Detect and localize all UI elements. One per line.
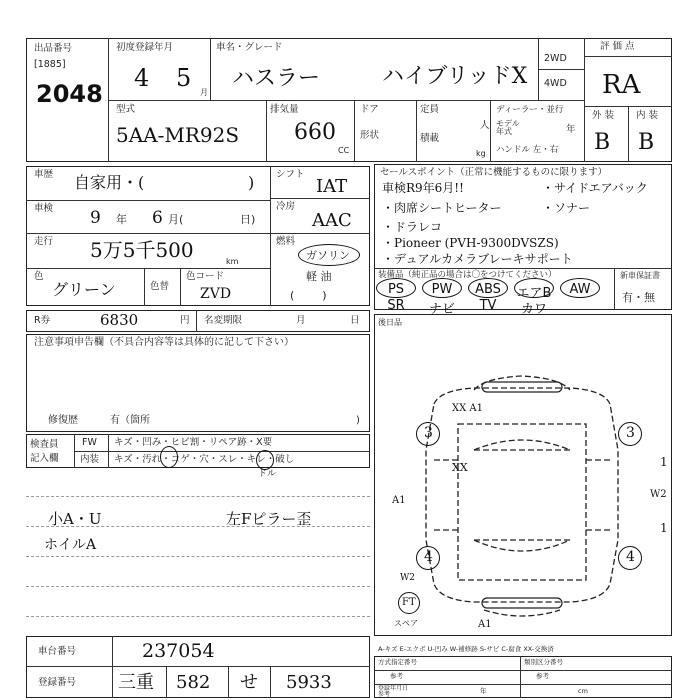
first-reg-month-unit: 月: [200, 88, 208, 97]
handle-label: ハンドル 左・右: [496, 145, 559, 155]
shift-label: シフト: [276, 169, 305, 180]
mileage-value: 5万5千500: [90, 238, 194, 262]
selling-label: セールスポイント（正常に機能するものに限ります）: [380, 167, 608, 178]
plate-class: 582: [176, 672, 211, 693]
footer-r1b: 類別区分番号: [524, 658, 563, 666]
ac-label: 冷房: [276, 201, 296, 212]
capacity-label: 定員: [420, 104, 440, 115]
fw-items: キズ・凹み・ヒビ割・リペア跡・X要: [114, 437, 273, 448]
shift-value: IAT: [316, 176, 348, 197]
history-label: 車歴: [34, 169, 54, 180]
mark-circle-2: [256, 450, 274, 470]
footer-r3a: 登録年月日 参考: [378, 685, 409, 698]
first-reg-month: 5: [176, 64, 192, 92]
mileage-label: 走行: [34, 236, 54, 247]
grade-score: RA: [602, 70, 641, 100]
footer-r3b: 年: [480, 687, 487, 695]
int-items: キズ・汚れ・コゲ・穴・スレ・キレ・破し: [114, 454, 295, 465]
equipment-circle-2: [468, 278, 508, 298]
drive-4wd: 4WD: [544, 78, 567, 89]
displacement-value: 660: [294, 120, 336, 145]
dealer-label: ディーラー・並行: [496, 105, 564, 115]
equipment-row1-item-3: エアB: [516, 286, 552, 301]
comment-2: ホイルA: [44, 537, 97, 553]
model-grade: ハイブリッドX: [382, 64, 528, 89]
color-code-label: 色コード: [186, 271, 225, 282]
shape-label: 形状: [360, 130, 380, 141]
deadline-month: 月: [296, 315, 306, 326]
equipment-circle-3: [514, 278, 554, 298]
model-label: 車名・グレード: [216, 42, 283, 53]
first-reg-year: 4: [134, 64, 150, 92]
equipment-row2-item-1: ナビ: [428, 302, 455, 317]
year-unit: 年: [566, 124, 576, 135]
equipment-circle-0: [376, 278, 416, 298]
ac-value: AAC: [312, 210, 352, 231]
type-value: 5AA-MR92S: [116, 123, 240, 147]
comment-3: 左Fピラー歪: [226, 510, 312, 528]
displacement-unit: CC: [338, 146, 350, 155]
color-code: ZVD: [200, 286, 232, 302]
ext-grade: B: [594, 130, 611, 155]
chassis-label: 車台番号: [38, 646, 77, 657]
mark-rear-w2: W2: [400, 573, 415, 583]
equipment-circle-4: [560, 278, 600, 298]
lot-number: 2048: [36, 80, 103, 108]
new-cert-value: 有・無: [622, 291, 655, 304]
mark-right-2: 1: [660, 521, 668, 535]
plate-num: 5933: [286, 672, 332, 693]
inspection-month-unit: 月(: [168, 213, 184, 226]
grade-eval-label: 評 価 点: [600, 41, 635, 52]
inspector-label: 検査員 記入欄: [30, 439, 59, 464]
displacement-label: 排気量: [270, 104, 299, 115]
repair-close: ): [356, 415, 360, 426]
fuel-paren: ( ): [290, 289, 327, 302]
remarks-label: 後日品: [378, 318, 402, 327]
fuel-alt: 軽 油: [306, 270, 332, 283]
mark-front: XX A1: [452, 403, 484, 414]
sp-item-4: ・ソナー: [542, 201, 591, 215]
recycle-label: R券: [34, 315, 51, 326]
mileage-unit: km: [226, 257, 239, 266]
equipment-row1-item-2: ABS: [475, 282, 501, 297]
model-name: ハスラー: [232, 66, 321, 91]
deadline-label: 名変期限: [204, 315, 243, 326]
sp-item-3: ・肉席シートヒーター: [382, 201, 502, 215]
footer-r3c: cm: [578, 687, 588, 695]
sp-item-7: ・デュアルカメラブレーキサポート: [382, 252, 573, 266]
equipment-row1-item-0: PS: [387, 282, 405, 297]
deadline-day: 日: [350, 315, 360, 326]
int-grade: B: [638, 130, 655, 155]
mark-rear-a1: A1: [478, 619, 492, 630]
damage-legend: A-キズ E-エクボ U-凹み W-補修跡 S-サビ C-腐食 XX-交換済: [378, 645, 554, 653]
lot-label: 出品番号: [34, 43, 73, 54]
inspection-label: 車検: [34, 203, 54, 214]
footer-r2a: 参考: [390, 672, 403, 680]
color-label: 色: [34, 271, 44, 282]
repaint-label: 色替: [150, 281, 170, 292]
equipment-row2-item-3: カワ: [520, 302, 547, 317]
recycle-block: [26, 310, 370, 332]
spare-mark: FT: [402, 597, 416, 608]
car-diagram: [374, 330, 672, 630]
plate-label: 登録番号: [38, 677, 77, 688]
int-label: 内 装: [636, 110, 659, 121]
load-label: 積載: [420, 133, 440, 144]
doors-label: ドア: [360, 104, 379, 115]
recycle-value: 6830: [100, 311, 139, 329]
int-check-label: 内装: [80, 454, 100, 465]
footer-r1a: 方式指定番号: [378, 658, 417, 666]
repair-value: 有（箇所: [110, 415, 150, 426]
inspection-month: 6: [152, 208, 163, 228]
recycle-unit: 円: [180, 315, 190, 326]
equipment-row2-item-0: SR: [387, 298, 405, 313]
fuel-value: ガソリン: [306, 249, 350, 262]
footer-table: [374, 656, 672, 698]
sp-item-6: ・Pioneer (PVH-9300DVSZS): [382, 236, 559, 250]
plate-pref: 三重: [118, 672, 154, 693]
ext-label: 外 装: [592, 110, 615, 121]
inspection-day-unit: 日): [240, 213, 256, 226]
notes-label: 注意事項申告欄（不具合内容等は具体的に記して下さい）: [34, 337, 294, 348]
history-close: ): [248, 173, 255, 192]
sp-item-1: 車検R9年6月!!: [382, 181, 464, 195]
repair-label: 修復歴: [48, 415, 78, 426]
lot-sub: [1885]: [34, 59, 66, 70]
equipment-row1-item-4: AW: [569, 282, 591, 297]
fuel-label: 燃料: [276, 236, 296, 247]
load-unit: kg: [476, 149, 486, 158]
new-cert-label: 新車保証書: [620, 271, 660, 280]
equipment-label: 装備品（純正品の場合は〇をつけてください）: [378, 270, 557, 280]
equipment-circle-1: [422, 278, 462, 298]
mark-left-a1: A1: [392, 495, 406, 506]
mark-circle-1: [160, 446, 178, 468]
equipment-row2-item-2: TV: [479, 298, 497, 313]
first-reg-label: 初度登録年月: [116, 42, 174, 53]
inspection-year: 9: [90, 208, 101, 228]
plate-kana: せ: [240, 672, 258, 693]
footer-r2b: 参考: [536, 672, 549, 680]
mark-tire-fr: 3: [626, 425, 635, 441]
mark-right-1: 1: [660, 455, 668, 469]
drive-2wd: 2WD: [544, 53, 567, 64]
mark-tire-rl: 4: [424, 549, 433, 565]
scribble: ドル: [258, 469, 277, 479]
history-value: 自家用・(: [74, 173, 145, 192]
fw-label: FW: [82, 437, 97, 448]
comment-1: 小A・U: [48, 510, 102, 528]
capacity-unit: 人: [480, 120, 490, 131]
spare-label: スペア: [394, 619, 418, 628]
sp-item-2: ・サイドエアバック: [542, 181, 648, 195]
mark-tire-rr: 4: [626, 549, 635, 565]
color-value: グリーン: [52, 280, 116, 299]
mark-tire-fl: 3: [424, 425, 433, 441]
mark-right-w2: W2: [650, 489, 667, 500]
equipment-row1-item-1: PW: [431, 282, 453, 297]
inspection-year-unit: 年: [116, 213, 127, 226]
sp-item-5: ・ドラレコ: [382, 220, 443, 234]
model-year-label: モデル 年式: [496, 119, 520, 137]
type-label: 型式: [116, 104, 136, 115]
mark-hood: XX: [452, 461, 468, 474]
chassis-value: 237054: [142, 640, 215, 662]
